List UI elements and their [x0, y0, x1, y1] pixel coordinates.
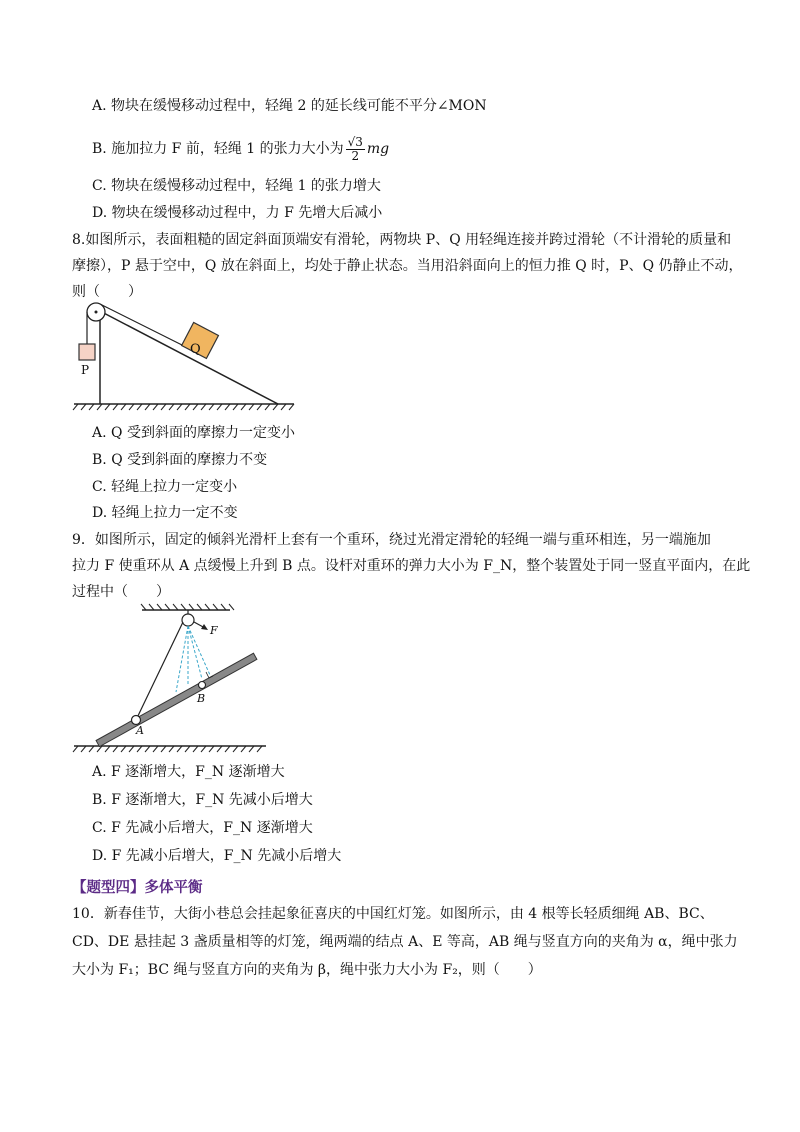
q10-stem-line-1: 10．新春佳节，大街小巷总会挂起象征喜庆的中国红灯笼。如图所示，由 4 根等长轻质细绳 AB、BC、: [72, 906, 714, 922]
option-label: A.: [92, 425, 107, 441]
point-b-label: B: [197, 692, 206, 705]
q9-stem-line-1: 9．如图所示，固定的倾斜光滑杆上套有一个重环，绕过光滑定滑轮的轻绳一端与重环相连，另一端施加: [72, 532, 711, 548]
option-text: 轻绳上拉力一定不变: [111, 505, 238, 521]
option-text: F 逐渐增大，F_N 先减小后增大: [111, 792, 313, 808]
q7-option-b[interactable]: [92, 134, 389, 164]
option-text: 物块在缓慢移动过程中，轻绳 2 的延长线可能不平分∠MON: [111, 98, 487, 114]
incline-surface: [98, 310, 278, 404]
q7-option-c[interactable]: [92, 176, 381, 196]
point-a-label: A: [136, 724, 144, 737]
q10-stem-line-3: 大小为 F₁；BC 绳与竖直方向的夹角为 β，绳中张力大小为 F₂，则（ ）: [72, 962, 542, 978]
option-label: A.: [92, 764, 107, 780]
q9-option-a[interactable]: [92, 762, 285, 782]
q8-option-a[interactable]: [92, 423, 295, 443]
ground-hatching: [73, 746, 262, 752]
force-label: F: [210, 624, 218, 637]
option-label: D.: [92, 205, 108, 221]
q8-option-c[interactable]: [92, 477, 237, 497]
q8-stem-line-1: 8.如图所示，表面粗糙的固定斜面顶端安有滑轮，两物块 P、Q 用轻绳连接并跨过滑轮（不计滑轮的质量和: [72, 232, 732, 248]
option-text: F 逐渐增大，F_N 逐渐增大: [111, 764, 285, 780]
q9-option-c[interactable]: [92, 818, 313, 838]
option-label: D.: [92, 505, 108, 521]
q8-option-d[interactable]: [92, 503, 238, 523]
pulley-axle: [95, 311, 98, 314]
block-p: [79, 344, 95, 360]
option-label: C.: [92, 820, 107, 836]
option-label: B.: [92, 141, 107, 157]
option-text: 轻绳上拉力一定变小: [111, 479, 238, 495]
pulley-icon: [182, 614, 194, 626]
block-q-label: Q: [190, 342, 201, 357]
q7-option-d[interactable]: [92, 203, 382, 223]
q9-option-d[interactable]: [92, 846, 341, 866]
q8-figure: [68, 296, 300, 412]
q9-stem-line-3: 过程中（ ）: [72, 584, 170, 600]
option-text: F 先减小后增大，F_N 先减小后增大: [111, 848, 342, 864]
option-label: D.: [92, 848, 108, 864]
option-text: Q 受到斜面的摩擦力不变: [111, 452, 268, 468]
ring-b: [199, 682, 206, 689]
option-label: C.: [92, 178, 107, 194]
q9-figure: [70, 600, 270, 756]
inclined-rod: [96, 653, 257, 746]
q8-option-b[interactable]: [92, 450, 267, 470]
option-text: 物块在缓慢移动过程中，轻绳 1 的张力增大: [111, 178, 381, 194]
option-label: B.: [92, 792, 107, 808]
q8-stem-line-3: 则（ ）: [72, 284, 142, 300]
ground-hatching: [73, 404, 294, 410]
option-text: 物块在缓慢移动过程中，力 F 先增大后减小: [111, 205, 383, 221]
q7-option-a[interactable]: [92, 96, 487, 116]
option-text: Q 受到斜面的摩擦力一定变小: [111, 425, 295, 441]
rope-to-q: [100, 304, 186, 347]
option-label: A.: [92, 98, 107, 114]
q10-stem-line-2: CD、DE 悬挂起 3 盏质量相等的灯笼，绳两端的结点 A、E 等高，AB 绳与竖直方向的夹角为 α，绳中张力: [72, 934, 738, 950]
block-p-label: P: [81, 363, 90, 377]
option-label: C.: [92, 479, 107, 495]
option-text-tail: mg: [366, 141, 390, 157]
section-heading: 【题型四】多体平衡: [72, 880, 203, 896]
option-text: F 先减小后增大，F_N 逐渐增大: [111, 820, 313, 836]
q9-option-b[interactable]: [92, 790, 313, 810]
ceiling-hatching: [141, 604, 234, 610]
option-text: 施加拉力 F 前，轻绳 1 的张力大小为: [111, 141, 344, 157]
fraction: $\frac{√3}{2}$: [347, 134, 363, 163]
q8-stem-line-2: 摩擦），P 悬于空中，Q 放在斜面上，均处于静止状态。当用沿斜面向上的恒力推 Q 时，P、Q 仍静止不动，: [72, 258, 743, 274]
option-label: B.: [92, 452, 107, 468]
q9-stem-line-2: 拉力 F 使重环从 A 点缓慢上升到 B 点。设杆对重环的弹力大小为 F_N，整个装置处于同一竖直平面内，在此: [72, 558, 751, 574]
